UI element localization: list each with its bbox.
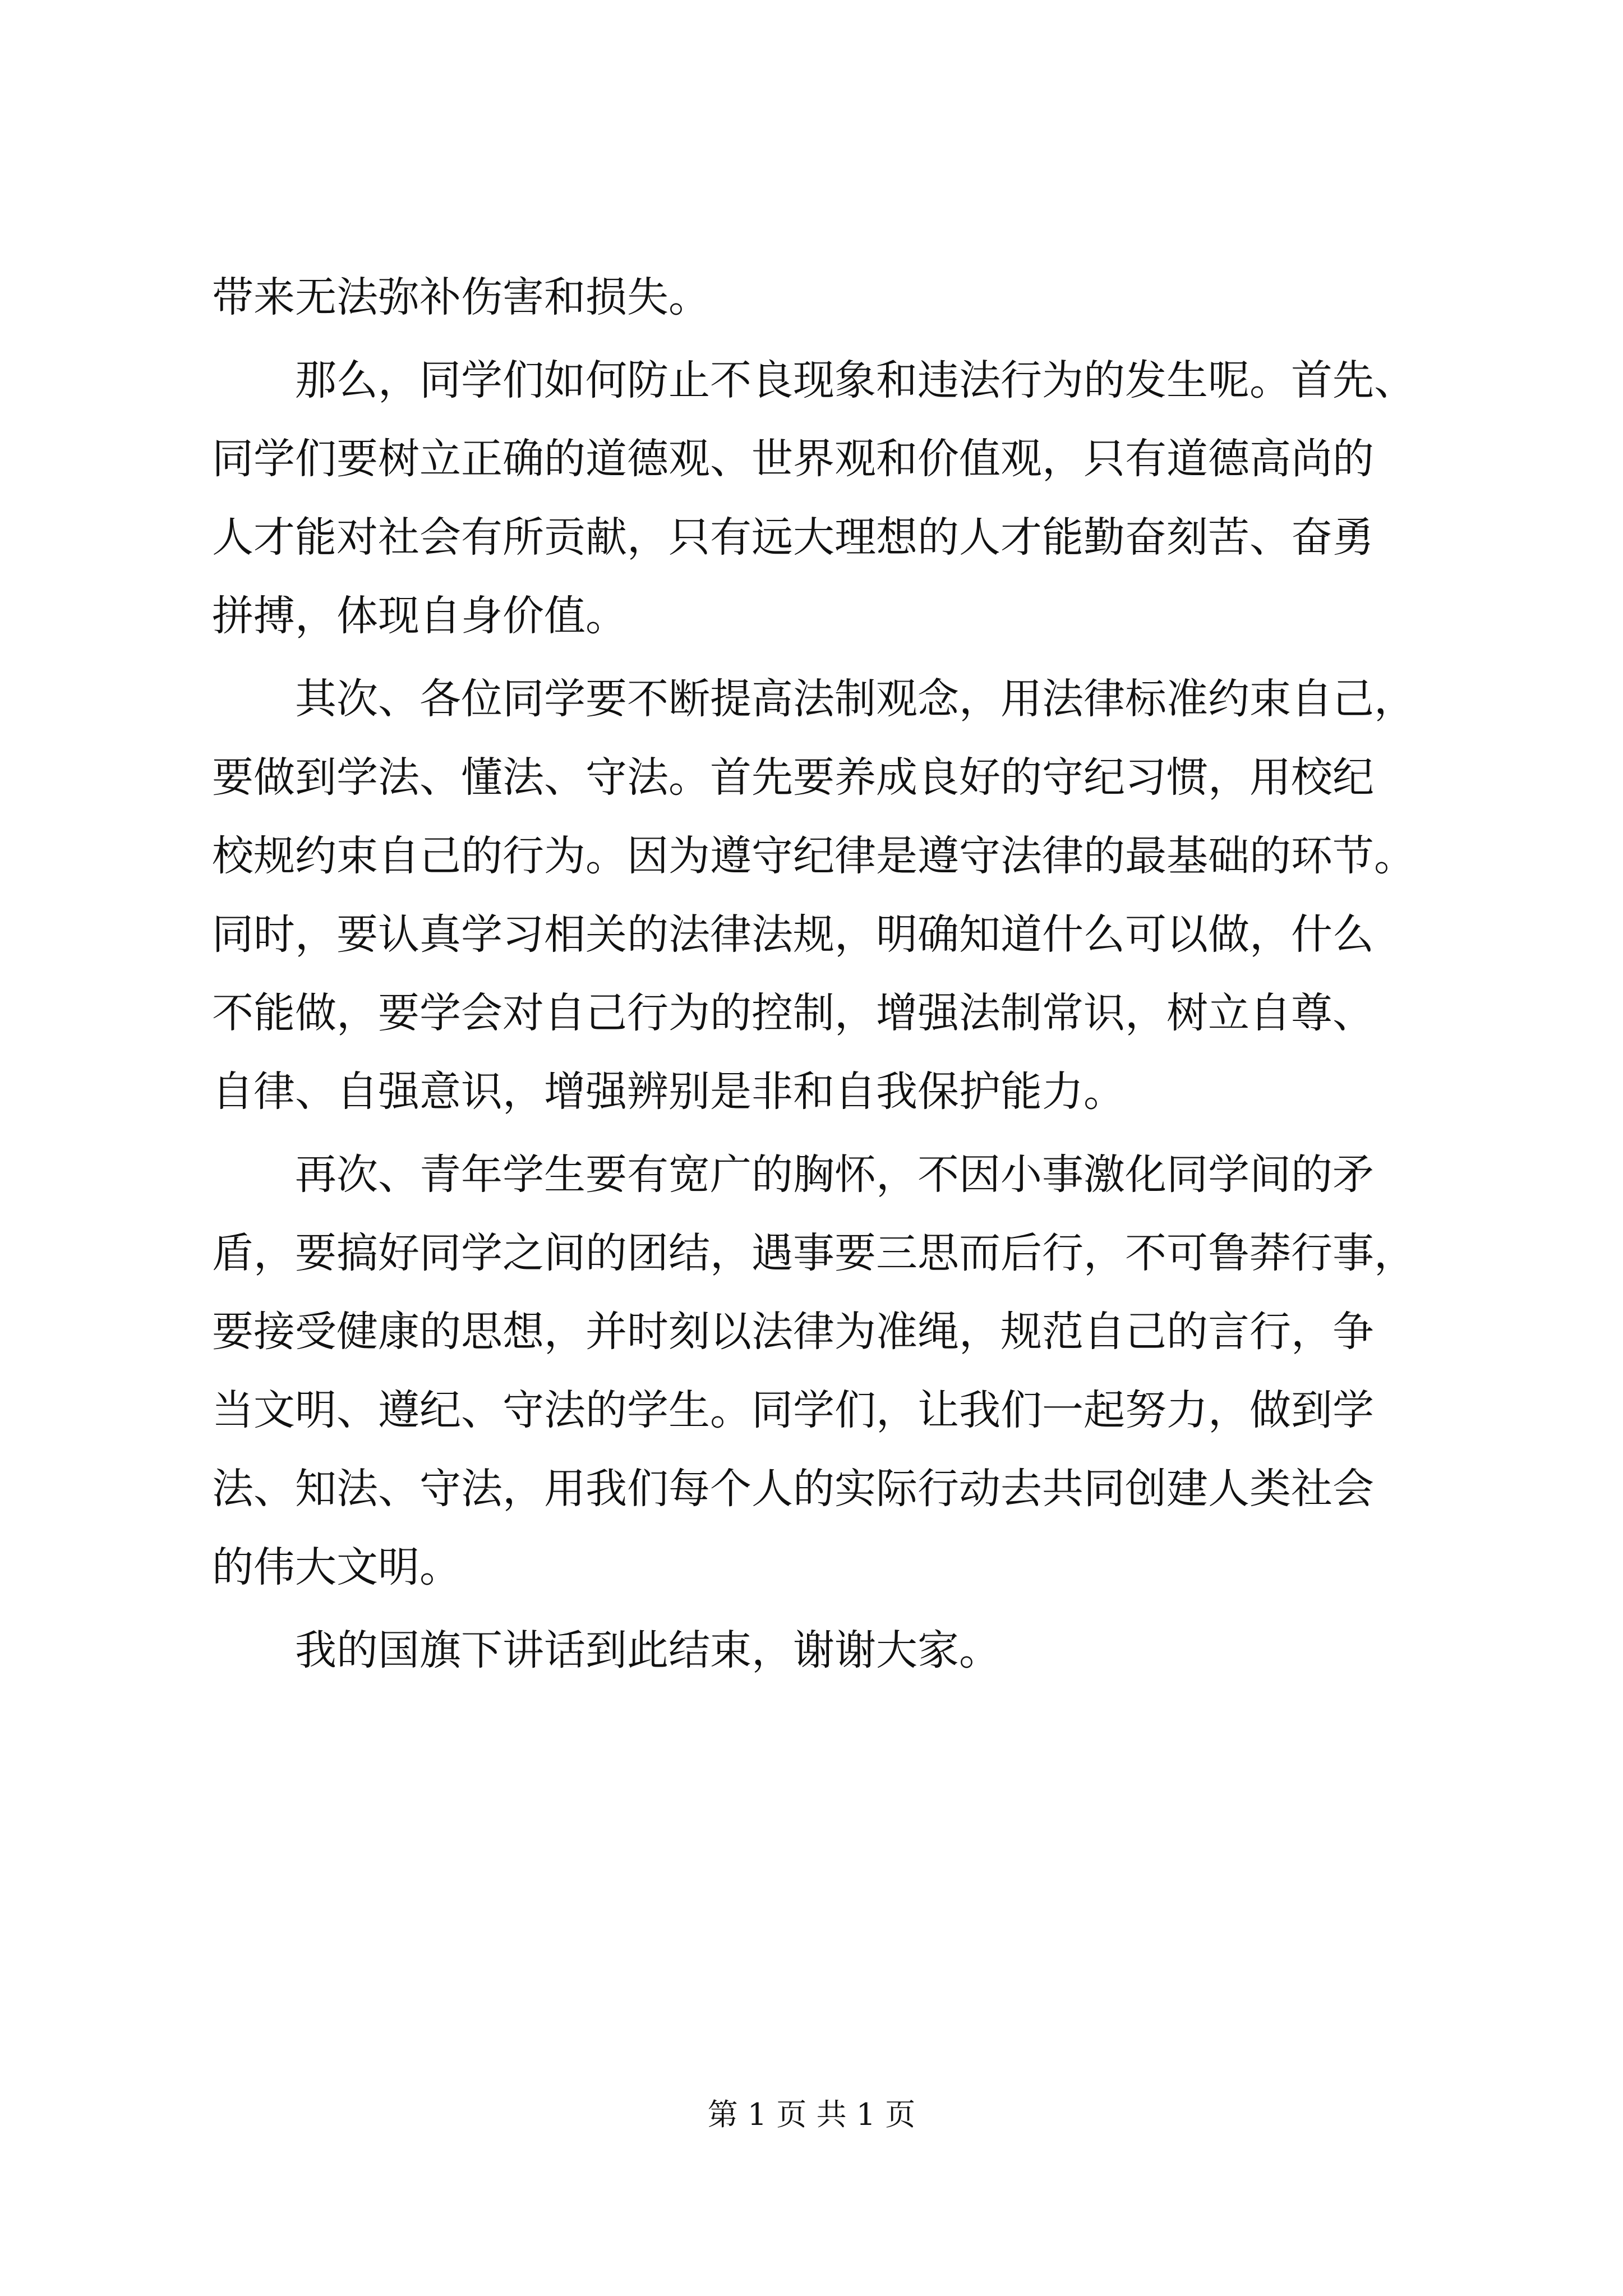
text-line: 自律、自强意识，增强辨别是非和自我保护能力。: [212, 1068, 1125, 1116]
text-line: 要接受健康的思想，并时刻以法律为准绳，规范自己的言行，争: [212, 1308, 1374, 1356]
text-line: 法、知法、守法，用我们每个人的实际行动去共同创建人类社会: [212, 1465, 1374, 1513]
text-line: 带来无法弥补伤害和损失。: [212, 273, 710, 321]
text-line: 校规约束自己的行为。因为遵守纪律是遵守法律的最基础的环节。: [212, 832, 1415, 880]
text-line: 同时，要认真学习相关的法律法规，明确知道什么可以做，什么: [212, 910, 1374, 959]
paragraph-start-line: 那么，同学们如何防止不良现象和违法行为的发生呢。首先、: [295, 356, 1415, 404]
paragraph-start-line: 我的国旗下讲话到此结束，谢谢大家。: [295, 1626, 1000, 1674]
text-line: 盾，要搞好同学之间的团结，遇事要三思而后行，不可鲁莽行事，: [212, 1229, 1415, 1277]
text-line: 要做到学法、懂法、守法。首先要养成良好的守纪习惯，用校纪: [212, 753, 1374, 802]
text-line: 不能做，要学会对自己行为的控制，增强法制常识，树立自尊、: [212, 989, 1374, 1037]
body-text: [212, 258, 1418, 1690]
page-number-footer: 第 1 页 共 1 页: [707, 2097, 916, 2132]
text-line: 拼搏，体现自身价值。: [212, 592, 627, 640]
text-line: 人才能对社会有所贡献，只有远大理想的人才能勤奋刻苦、奋勇: [212, 513, 1374, 562]
text-line: 的伟大文明。: [212, 1543, 461, 1591]
paragraph-start-line: 其次、各位同学要不断提高法制观念，用法律标准约束自己，: [295, 675, 1415, 723]
text-line: 同学们要树立正确的道德观、世界观和价值观，只有道德高尚的: [212, 435, 1374, 483]
paragraph-start-line: 再次、青年学生要有宽广的胸怀，不因小事激化同学间的矛: [295, 1151, 1374, 1199]
text-line: 当文明、遵纪、守法的学生。同学们，让我们一起努力，做到学: [212, 1386, 1374, 1434]
